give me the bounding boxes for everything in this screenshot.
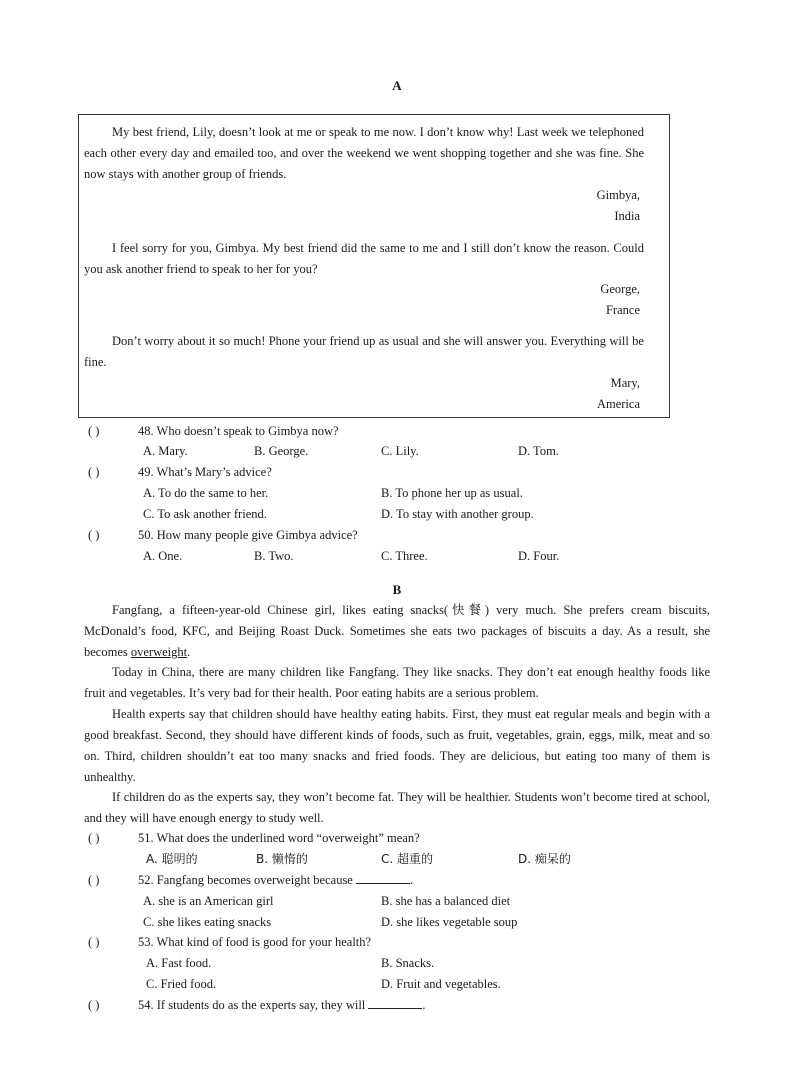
question-54 — [88, 995, 426, 1015]
option-d[interactable]: D. Fruit and vegetables. — [381, 977, 501, 991]
answer-blank[interactable]: ( ) — [88, 998, 100, 1012]
question-53 — [88, 932, 371, 952]
question-stem: 48. Who doesn’t speak to Gimbya now? — [138, 424, 339, 438]
option-a[interactable]: A. To do the same to her. — [143, 486, 269, 500]
question-stem: 52. Fangfang becomes overweight because — [138, 873, 353, 887]
option-d[interactable]: D. 痴呆的 — [518, 852, 571, 866]
passage-b-paragraph-2: Today in China, there are many children like Fangfang. They like snacks. They don’t eat enough healthy foods like fruit and vegetables. It’s very bad for their health. Poor eating habits are a serious problem. — [84, 665, 710, 700]
option-a[interactable]: A. 聪明的 — [146, 852, 198, 866]
question-50 — [88, 525, 358, 545]
option-c[interactable]: C. she likes eating snacks — [143, 915, 272, 929]
underlined-word: overweight — [130, 645, 188, 659]
paragraph-text-end: . — [187, 645, 191, 659]
option-b[interactable]: B. Two. — [254, 549, 294, 563]
fill-in-blank[interactable] — [368, 997, 422, 1009]
question-stem: 49. What’s Mary’s advice? — [138, 465, 272, 479]
option-b[interactable]: B. Snacks. — [381, 956, 435, 970]
option-b[interactable]: B. she has a balanced diet — [381, 894, 511, 908]
answer-blank[interactable]: ( ) — [88, 424, 100, 438]
signature-george-name: George, — [600, 282, 640, 296]
stem-end: . — [409, 873, 414, 887]
signature-gimbya-name: Gimbya, — [596, 188, 640, 202]
option-d[interactable]: D. Four. — [518, 549, 560, 563]
option-d[interactable]: D. she likes vegetable soup — [381, 915, 518, 929]
option-d[interactable]: D. Tom. — [518, 444, 559, 458]
question-52 — [88, 870, 413, 890]
question-48 — [88, 421, 339, 441]
passage-b-paragraph-4: If children do as the experts say, they won’t become fat. They will be healthier. Students won’t become tired at school, and they will have enough energy to study well. — [84, 790, 710, 825]
option-c[interactable]: C. Lily. — [381, 444, 419, 458]
fill-in-blank[interactable] — [356, 872, 410, 884]
signature-mary-place: America — [596, 397, 640, 411]
answer-blank[interactable]: ( ) — [88, 831, 100, 845]
answer-blank[interactable]: ( ) — [88, 465, 100, 479]
section-b-heading: B — [392, 582, 402, 597]
question-stem: 53. What kind of food is good for your health? — [138, 935, 372, 949]
option-a[interactable]: A. Mary. — [143, 444, 188, 458]
question-stem: 50. How many people give Gimbya advice? — [138, 528, 358, 542]
passage-b-paragraph-1 — [84, 600, 710, 663]
stem-end: . — [422, 998, 426, 1012]
letter-gimbya: My best friend, Lily, doesn’t look at me or speak to me now. I don’t know why! Last week we telephoned each other every day and emailed too, and over the weekend we went shopping together and she was fine. She now stays with another group of friends. — [84, 125, 644, 181]
section-a-heading: A — [392, 78, 402, 93]
option-a[interactable]: A. she is an American girl — [143, 894, 274, 908]
question-51 — [88, 828, 420, 848]
letter-george: I feel sorry for you, Gimbya. My best friend did the same to me and I still don’t know the reason. Could you ask another friend to speak to her for you? — [84, 241, 644, 276]
question-49 — [88, 462, 272, 482]
answer-blank[interactable]: ( ) — [88, 873, 100, 887]
option-b[interactable]: B. George. — [254, 444, 309, 458]
letter-mary: Don’t worry about it so much! Phone your friend up as usual and she will answer you. Everything will be fine. — [84, 334, 644, 369]
option-c[interactable]: C. Three. — [381, 549, 428, 563]
option-a[interactable]: A. One. — [143, 549, 183, 563]
signature-mary-name: Mary, — [610, 376, 640, 390]
signature-george-place: France — [605, 303, 640, 317]
option-c[interactable]: C. Fried food. — [146, 977, 217, 991]
option-a[interactable]: A. Fast food. — [146, 956, 212, 970]
answer-blank[interactable]: ( ) — [88, 528, 100, 542]
option-c[interactable]: C. To ask another friend. — [143, 507, 267, 521]
question-stem: 51. What does the underlined word “overweight” mean? — [138, 831, 420, 845]
question-stem: 54. If students do as the experts say, they will — [138, 998, 366, 1012]
paragraph-text: Fangfang, a fifteen-year-old Chinese girl, likes eating snacks(快餐) very much. She prefers cream biscuits, McDonald’s food, KFC, and Beijing Roast Duck. Sometimes she eats two packages of biscuits a day. As a result, she becomes — [84, 603, 710, 659]
answer-blank[interactable]: ( ) — [88, 935, 100, 949]
option-b[interactable]: B. To phone her up as usual. — [381, 486, 523, 500]
option-d[interactable]: D. To stay with another group. — [381, 507, 534, 521]
option-b[interactable]: B. 懒惰的 — [256, 852, 308, 866]
signature-gimbya-place: India — [614, 209, 640, 223]
passage-b-paragraph-3: Health experts say that children should have healthy eating habits. First, they must eat regular meals and begin with a good breakfast. Second, they should have different kinds of foods, such as fruit, vegetables, grain, eggs, milk, meat and so on. Third, children shouldn’t eat too many snacks and fried foods. They are delicious, but eating too many of them is unhealthy. — [84, 707, 710, 784]
option-c[interactable]: C. 超重的 — [381, 852, 434, 866]
